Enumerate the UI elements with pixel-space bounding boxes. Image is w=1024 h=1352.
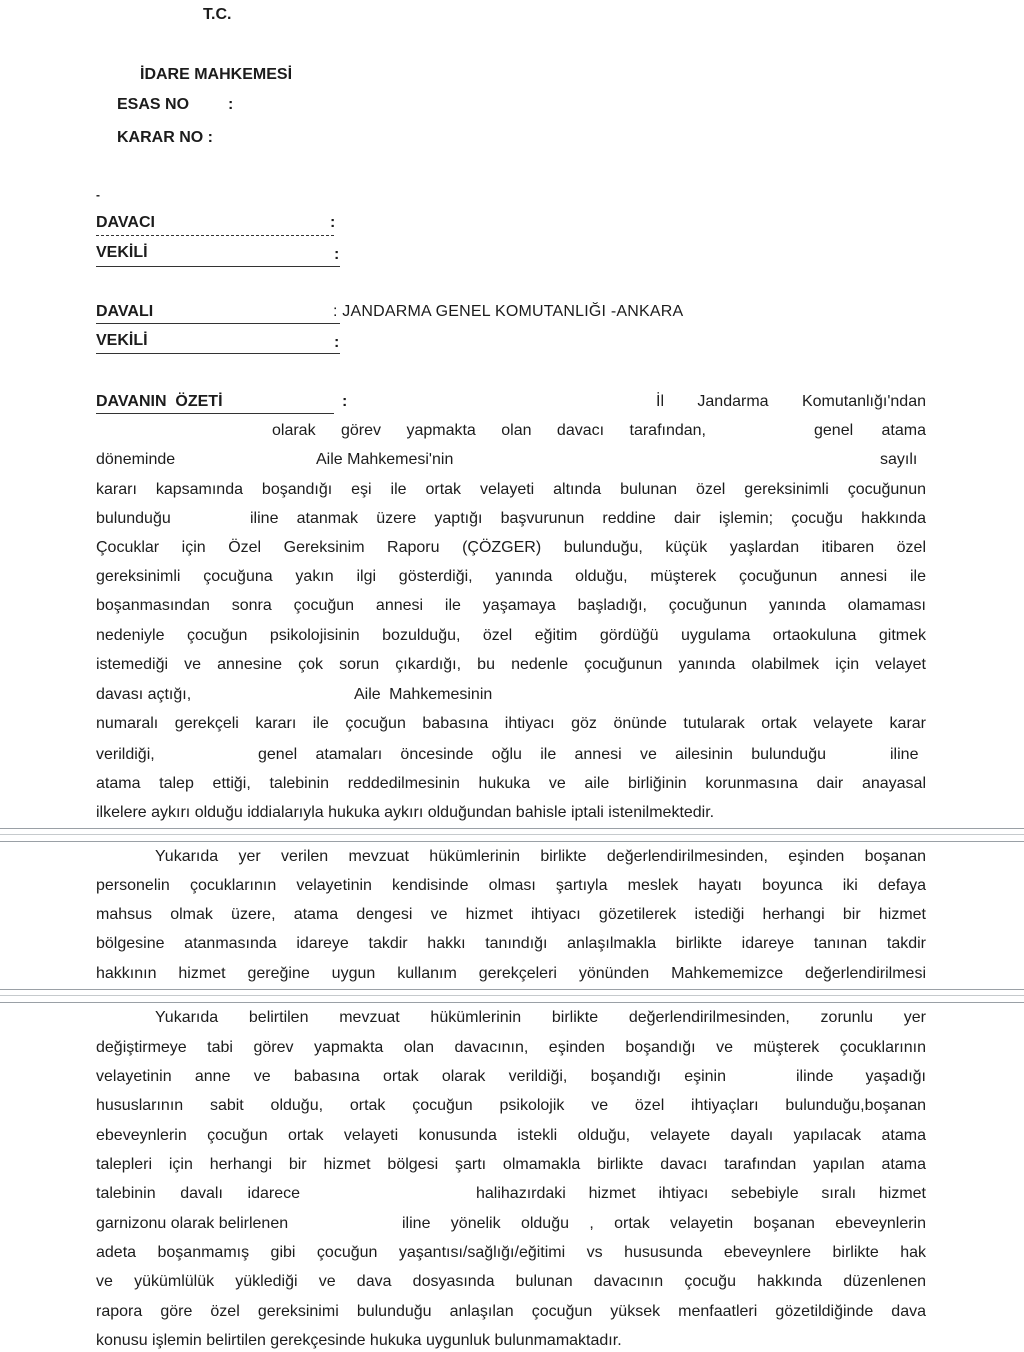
davaci-vekili-label: VEKİLİ bbox=[96, 244, 148, 261]
karar-no-label: KARAR NO : bbox=[117, 129, 213, 146]
para3-line-8-left: garnizonu olarak belirlenen bbox=[96, 1215, 289, 1232]
davali-vekili-colon: : bbox=[334, 334, 340, 351]
para3-line-12: konusu işlemin belirtilen gerekçesinde hukuka uygunluk bulunmamaktadır. bbox=[96, 1332, 622, 1349]
davali-value: : JANDARMA GENEL KOMUTANLIĞI -ANKARA bbox=[333, 303, 684, 320]
para3-line-9: adeta boşanmamış gibi çocuğun yaşantısı/sağlığı/eğitimi vs hususunda ebeveynlere birlikte hak bbox=[96, 1244, 926, 1261]
summary-line-5-left: bulunduğu bbox=[96, 510, 171, 527]
summary-line-2-right: genel atama bbox=[814, 422, 926, 439]
para3-line-5: ebeveynlerin çocuğun ortak velayeti konusunda istekli olduğu, velayete dayalı yapılacak atama bbox=[96, 1127, 926, 1144]
para3-line-3-left: velayetinin anne ve babasına ortak olarak verildiği, boşandığı eşinin bbox=[96, 1068, 726, 1085]
para3-line-6: talepleri için herhangi bir hizmet bölgesi şartı olmamakla birlikte davacı tarafından yapılan atama bbox=[96, 1156, 926, 1173]
para3-line-3-right: ilinde yaşadığı bbox=[796, 1068, 926, 1085]
summary-line-4: kararı kapsamında boşandığı eşi ile ortak velayeti altında bulunan özel gereksinimli çocuğunun bbox=[96, 481, 926, 498]
para2-line-5: hakkının hizmet gereğine uygun kullanım gerekçeleri yönünden Mahkememizce değerlendirilmesi bbox=[96, 965, 926, 982]
summary-line-13-mid: genel atamaları öncesinde oğlu ile annesi ve ailesinin bulunduğu bbox=[258, 746, 826, 763]
summary-line-11-mid: Aile Mahkemesinin bbox=[354, 686, 493, 703]
para3-line-11: rapora göre özel gereksinimi bulunduğu anlaşılan çocuğun yüksek menfaatleri gözetildiğinde dava bbox=[96, 1303, 926, 1320]
summary-line-12: numaralı gerekçeli kararı ile çocuğun babasına ihtiyacı göz önünde tutularak ortak velayete karar bbox=[96, 715, 926, 732]
davali-underline bbox=[96, 323, 340, 324]
summary-line-6: Çocuklar için Özel Gereksinim Raporu (ÇÖZGER) bulunduğu, küçük yaşlardan itibaren özel bbox=[96, 539, 926, 556]
davaci-vekili-colon: : bbox=[334, 246, 340, 263]
dash-mark: - bbox=[96, 188, 100, 202]
summary-line-9: nedeniyle çocuğun psikolojisinin bozulduğu, özel eğitim gördüğü uygulama ortaokuluna gitmek bbox=[96, 627, 926, 644]
summary-line-3-right: sayılı bbox=[880, 451, 918, 468]
esas-no-label: ESAS NO bbox=[117, 96, 190, 113]
page-separator bbox=[0, 989, 1024, 1003]
para2-line-4: bölgesine atanmasında idareye takdir hakkı tanındığı anlaşılmakla birlikte idareye tanınan takdir bbox=[96, 935, 926, 952]
summary-line-7: gereksinimli çocuğuna yakın ilgi gösterdiği, yanında olduğu, müşterek çocuğunun annesi ile bbox=[96, 568, 926, 585]
para3-line-4: hususlarının sabit olduğu, ortak çocuğun psikolojik ve özel ihtiyaçları bulunduğu,boşanan bbox=[96, 1097, 926, 1114]
summary-line-13-right: iline bbox=[890, 746, 919, 763]
para3-line-8-right: iline yönelik olduğu , ortak velayetin boşanan ebeveynlerin bbox=[402, 1215, 926, 1232]
summary-label: DAVANIN ÖZETİ bbox=[96, 393, 223, 410]
summary-line-3-mid: Aile Mahkemesi'nin bbox=[316, 451, 454, 468]
summary-line-1: İl Jandarma Komutanlığı'ndan bbox=[656, 393, 926, 410]
davali-vekili-label: VEKİLİ bbox=[96, 332, 148, 349]
esas-no-colon: : bbox=[228, 96, 234, 113]
summary-line-3-left: döneminde bbox=[96, 451, 176, 468]
davaci-label: DAVACI bbox=[96, 214, 155, 231]
para3-line-10: ve yükümlülük yüklediği ve dava dosyasında bulunan davacının çocuğu hakkında düzenlenen bbox=[96, 1273, 926, 1290]
summary-line-15: ilkelere aykırı olduğu iddialarıyla hukuka aykırı olduğundan bahisle iptali istenilmektedir. bbox=[96, 804, 715, 821]
summary-line-11-left: davası açtığı, bbox=[96, 686, 192, 703]
summary-line-10: istemediği ve annesine çok sorun çıkardığı, bu nedenle çocuğunun yanında olabilmek için velayet bbox=[96, 656, 926, 673]
summary-line-13-left: verildiği, bbox=[96, 746, 155, 763]
davaci-vekili-underline bbox=[96, 266, 340, 267]
para2-line-2: personelin çocuklarının velayetinin kendisinde olması şartıyla meslek hayatı boyunca iki defaya bbox=[96, 877, 926, 894]
davaci-underline bbox=[96, 235, 334, 236]
para2-line-1: Yukarıda yer verilen mevzuat hükümlerinin birlikte değerlendirilmesinden, eşinden boşanan bbox=[155, 848, 926, 865]
summary-line-5-rest: iline atanmak üzere yaptığı başvurunun reddine dair işlemin; çocuğu hakkında bbox=[250, 510, 926, 527]
summary-line-8: boşanmasından sonra çocuğun annesi ile yaşamaya başladığı, çocuğunun yanında olamaması bbox=[96, 597, 926, 614]
davali-vekili-underline bbox=[96, 353, 340, 354]
para2-line-3: mahsus olmak üzere, atama dengesi ve hizmet ihtiyacı gözetilerek istediği herhangi bir hizmet bbox=[96, 906, 926, 923]
para3-line-7-right: halihazırdaki hizmet ihtiyacı sebebiyle sıralı hizmet bbox=[476, 1185, 926, 1202]
header-tc: T.C. bbox=[203, 6, 232, 23]
summary-colon: : bbox=[342, 393, 348, 410]
summary-underline bbox=[96, 413, 334, 414]
summary-line-14: atama talep ettiği, talebinin reddedilmesinin hukuka ve aile birliğinin korunmasına dair anayasal bbox=[96, 775, 926, 792]
davali-label: DAVALI bbox=[96, 303, 154, 320]
para3-line-7-left: talebinin davalı idarece bbox=[96, 1185, 300, 1202]
summary-line-2-mid: olarak görev yapmakta olan davacı tarafından, bbox=[272, 422, 706, 439]
para3-line-2: değiştirmeye tabi görev yapmakta olan davacının, eşinden boşandığı ve müşterek çocuklarının bbox=[96, 1039, 926, 1056]
page-separator bbox=[0, 828, 1024, 842]
court-name: İDARE MAHKEMESİ bbox=[140, 66, 293, 83]
para3-line-1: Yukarıda belirtilen mevzuat hükümlerinin birlikte değerlendirilmesinden, zorunlu yer bbox=[155, 1009, 926, 1026]
davaci-colon: : bbox=[330, 214, 336, 231]
